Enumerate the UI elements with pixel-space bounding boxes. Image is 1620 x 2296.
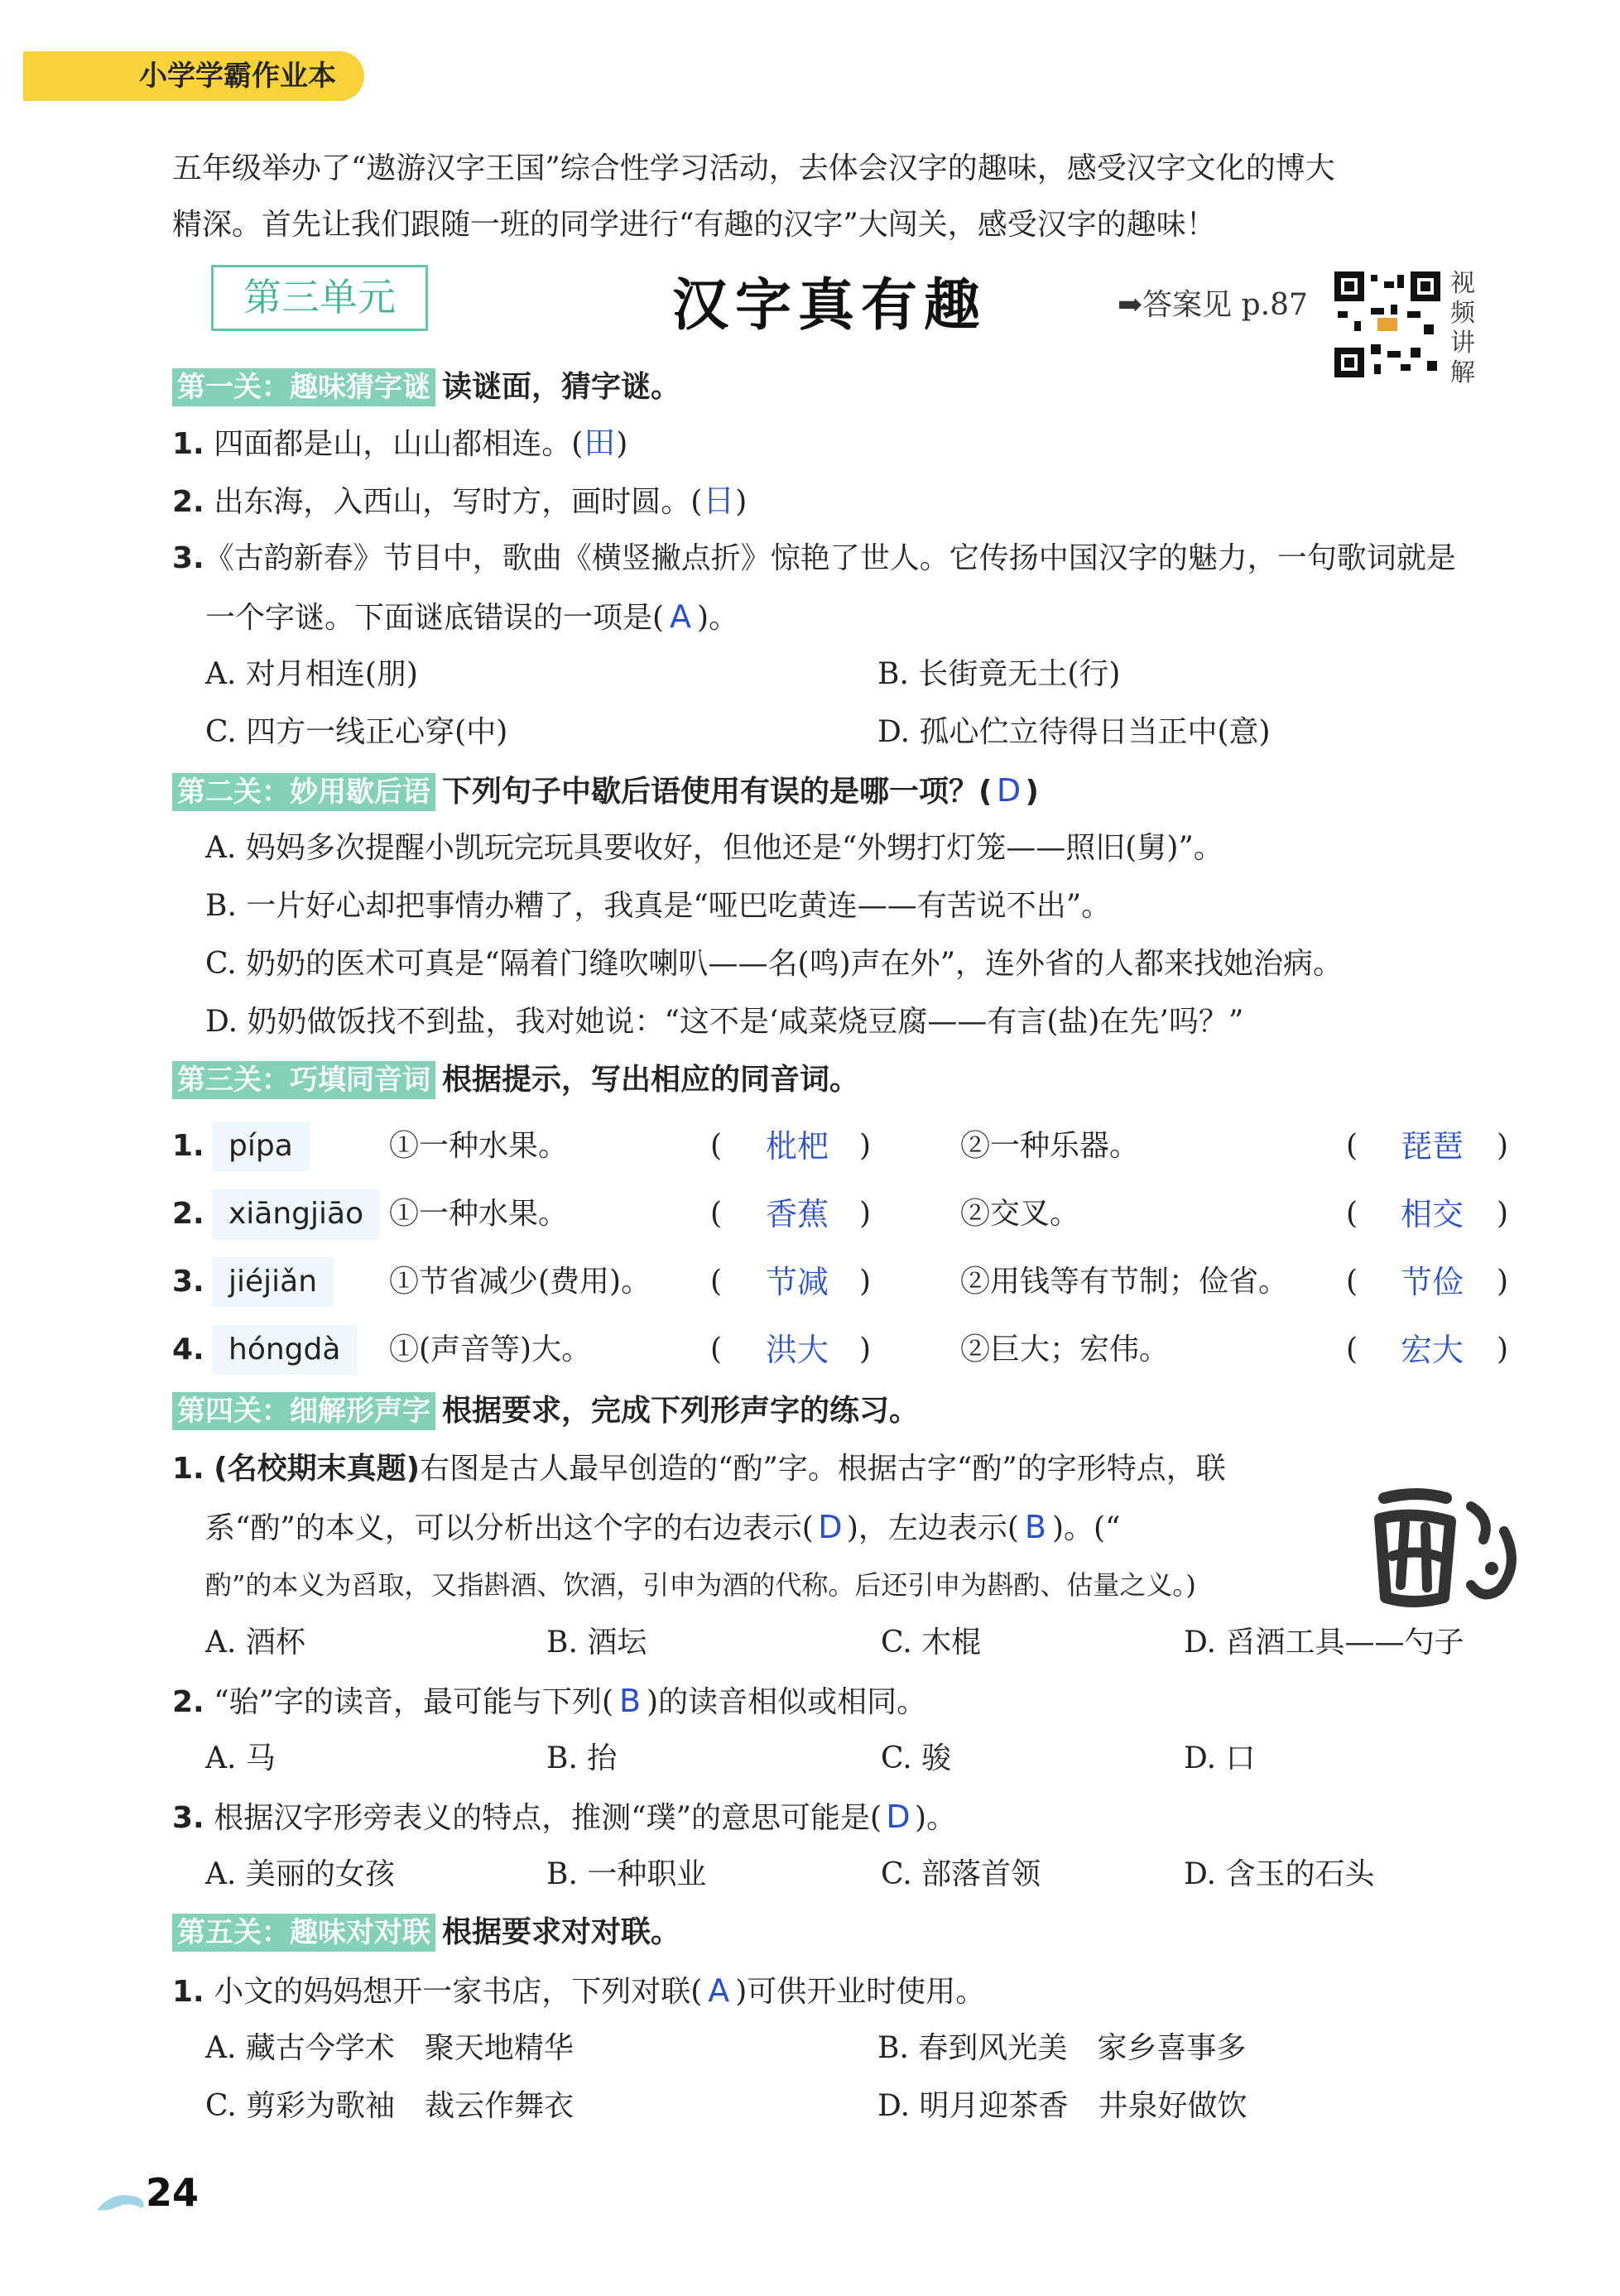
option-d: D. 舀酒工具——勺子 xyxy=(1184,1626,1464,1660)
stage-2-header: 第二关：妙用歇后语 下列句子中歇后语使用有误的是哪一项？( D ) xyxy=(172,771,1039,811)
answer-blank[interactable]: 宏大 xyxy=(1400,1332,1464,1368)
answer-blank[interactable]: 日 xyxy=(703,483,735,519)
s4-question-1-note: 酌”的本义为舀取，又指斟酒、饮酒，引申为酒的代称。后还引申为斟酌、估量之义。) xyxy=(205,1569,1196,1601)
option-c: C. 剪彩为歌袖 裁云作舞衣 xyxy=(205,2089,574,2123)
intro-line-2: 精深。首先让我们跟随一班的同学进行“有趣的汉字”大闯关，感受汉字的趣味！ xyxy=(172,208,1216,242)
s4-question-1: 1. (名校期末真题)右图是古人最早创造的“酌”字。根据古字“酌”的字形特点，联 xyxy=(172,1452,1226,1486)
stage-1-header xyxy=(172,368,680,406)
option-b: B. 长街竟无土(行) xyxy=(877,657,1121,691)
option-a: A. 酒杯 xyxy=(205,1626,305,1660)
answer-blank[interactable]: D xyxy=(996,772,1022,809)
pinyin: pípa xyxy=(212,1122,310,1171)
stage-3-header xyxy=(172,1061,859,1099)
video-explain-label: 视 频 讲 解 xyxy=(1450,269,1475,387)
option-c: C. 奶奶的医术可真是“隔着门缝吹喇叭——名(鸣)声在外”，连外省的人都来找她治病。 xyxy=(205,947,1344,981)
stage-5-header xyxy=(172,1914,680,1952)
option-b: B. 抬 xyxy=(546,1741,618,1775)
s5-question-1: 1. 小文的妈妈想开一家书店，下列对联( A )可供开业时使用。 xyxy=(172,1966,985,2017)
option-d: D. 含玉的石头 xyxy=(1184,1857,1375,1891)
option-c: C. 四方一线正心穿(中) xyxy=(205,715,508,749)
s1-question-3: 3.《古韵新春》节目中，歌曲《横竖撇点折》惊艳了世人。它传扬中国汉字的魅力，一句歌词就是 xyxy=(172,541,1456,575)
option-d: D. 口 xyxy=(1184,1741,1256,1775)
stage-4-header xyxy=(172,1392,919,1430)
answer-blank[interactable]: 香蕉 xyxy=(765,1196,829,1232)
answer-blank[interactable]: D xyxy=(818,1509,843,1545)
option-b: B. 春到风光美 家乡喜事多 xyxy=(877,2031,1247,2065)
pinyin: jiéjiǎn xyxy=(212,1257,334,1307)
option-b: B. 酒坛 xyxy=(546,1626,647,1660)
answer-blank[interactable]: 枇杷 xyxy=(765,1128,829,1165)
option-a: A. 美丽的女孩 xyxy=(205,1857,395,1891)
option-c: C. 骏 xyxy=(881,1741,952,1775)
option-d: D. 孤心伫立待得日当正中(意) xyxy=(877,715,1271,749)
stage-4-instruction: 根据要求，完成下列形声字的练习。 xyxy=(442,1394,920,1428)
pinyin: xiāngjiāo xyxy=(212,1189,380,1239)
option-a: A. 妈妈多次提醒小凯玩完玩具要收好，但他还是“外甥打灯笼——照旧(舅)”。 xyxy=(205,831,1223,865)
s1-question-2: 2. 出东海，入西山，写时方，画时圆。(日) xyxy=(172,476,747,527)
option-a: A. 马 xyxy=(205,1741,276,1775)
answer-blank[interactable]: 节俭 xyxy=(1400,1264,1464,1300)
option-c: C. 木棍 xyxy=(881,1626,982,1660)
homophone-row: 1. pípa ①一种水果。 ( 枇杷 ) ②一种乐器。 ( 琵琶 ) xyxy=(172,1122,204,1171)
answer-blank[interactable]: 田 xyxy=(584,425,616,461)
answer-blank[interactable]: D xyxy=(886,1799,911,1835)
page-title: 汉字真有趣 xyxy=(672,273,988,339)
homophone-row: 3. jiéjiǎn ①节省减少(费用)。 ( 节减 ) ②用钱等有节制；俭省。 ( 节俭 ) xyxy=(172,1257,204,1307)
ancient-character-image xyxy=(1368,1482,1525,1626)
stage-3-instruction: 根据提示，写出相应的同音词。 xyxy=(442,1063,860,1097)
stage-5-instruction: 根据要求对对联。 xyxy=(442,1915,681,1949)
stage-2-instruction: 下列句子中歇后语使用有误的是哪一项？( xyxy=(442,775,993,809)
stage-1-tag: 第一关：趣味猜字谜 xyxy=(172,368,435,406)
s4-question-1-cont: 系“酌”的本义，可以分析出这个字的右边表示( D )，左边表示( B )。(“ xyxy=(205,1502,1120,1554)
answer-blank[interactable]: A xyxy=(670,598,692,635)
stage-1-instruction: 读谜面，猜字谜。 xyxy=(442,370,681,404)
book-series-tab: 小学学霸作业本 xyxy=(23,51,364,101)
answer-blank[interactable]: 洪大 xyxy=(765,1332,829,1368)
s4-question-3: 3. 根据汉字形旁表义的特点，推测“璞”的意思可能是( D )。 xyxy=(172,1792,956,1843)
answer-reference[interactable]: ➡答案见 p.87 xyxy=(1118,288,1308,322)
option-c: C. 部落首领 xyxy=(881,1857,1041,1891)
homophone-row: 2. xiāngjiāo ①一种水果。 ( 香蕉 ) ②交叉。 ( 相交 ) xyxy=(172,1189,204,1239)
option-d: D. 奶奶做饭找不到盐，我对她说：“这不是‘咸菜烧豆腐——有言(盐)在先’吗？” xyxy=(205,1005,1244,1039)
s4-question-2: 2. “骀”字的读音，最可能与下列( B )的读音相似或相同。 xyxy=(172,1676,926,1727)
answer-blank[interactable]: B xyxy=(619,1683,642,1719)
option-d: D. 明月迎茶香 井泉好做饮 xyxy=(877,2089,1247,2123)
answer-blank[interactable]: B xyxy=(1024,1509,1046,1545)
option-a: A. 藏古今学术 聚天地精华 xyxy=(205,2031,574,2065)
intro-line-1: 五年级举办了“遨游汉字王国”综合性学习活动，去体会汉字的趣味，感受汉字文化的博大 xyxy=(172,151,1335,185)
page-number: 24 xyxy=(146,2170,199,2215)
pinyin: hóngdà xyxy=(212,1325,357,1375)
stage-2-tag: 第二关：妙用歇后语 xyxy=(172,773,435,811)
option-b: B. 一片好心却把事情办糟了，我真是“哑巴吃黄连——有苦说不出”。 xyxy=(205,889,1112,923)
unit-label: 第三单元 xyxy=(211,265,428,331)
answer-blank[interactable]: 节减 xyxy=(765,1264,829,1300)
qr-code-icon[interactable] xyxy=(1334,271,1440,377)
option-a: A. 对月相连(朋) xyxy=(205,657,418,691)
answer-blank[interactable]: 琵琶 xyxy=(1400,1128,1464,1165)
option-b: B. 一种职业 xyxy=(546,1857,707,1891)
stage-4-tag: 第四关：细解形声字 xyxy=(172,1392,435,1430)
stage-3-tag: 第三关：巧填同音词 xyxy=(172,1061,435,1099)
s1-question-1: 1. 四面都是山，山山都相连。(田) xyxy=(172,418,627,469)
dolphin-icon xyxy=(93,2185,151,2222)
answer-blank[interactable]: 相交 xyxy=(1400,1196,1464,1232)
answer-blank[interactable]: A xyxy=(708,1972,730,2009)
s1-question-3-cont: 一个字谜。下面谜底错误的一项是( A )。 xyxy=(205,592,738,643)
stage-5-tag: 第五关：趣味对对联 xyxy=(172,1914,435,1952)
homophone-row: 4. hóngdà ①(声音等)大。 ( 洪大 ) ②巨大；宏伟。 ( 宏大 ) xyxy=(172,1325,204,1375)
